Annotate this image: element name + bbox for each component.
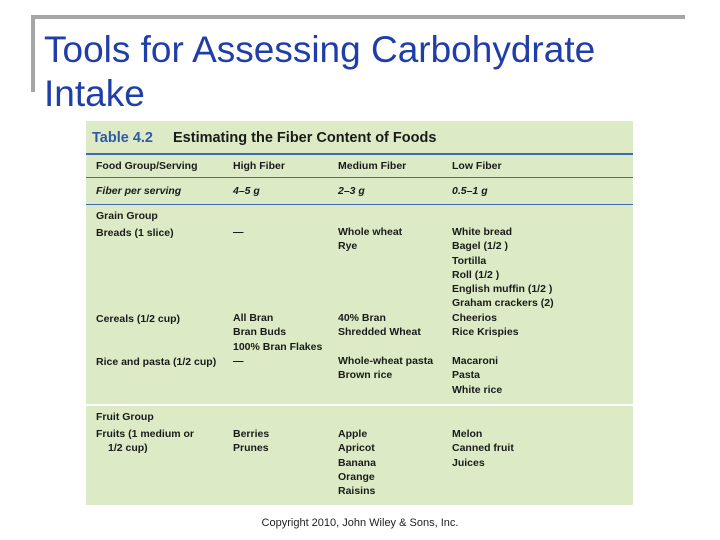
list-item: Orange: [338, 470, 375, 483]
list-item: White bread: [452, 226, 513, 238]
breads-high: [233, 225, 244, 239]
rice-pasta-high: [233, 354, 244, 368]
list-item: 1/2 cup): [108, 442, 148, 455]
slide-title: Tools for Assessing Carbohydrate Intake: [44, 29, 596, 114]
list-item: Macaroni: [452, 355, 499, 367]
rice-pasta-low: [452, 354, 502, 397]
cereals-low: [452, 311, 519, 340]
list-item: Canned fruit: [452, 442, 514, 455]
fruits-low: [452, 427, 514, 470]
grain-group-title: Grain Group: [96, 210, 158, 222]
table-caption: [86, 121, 633, 155]
list-item: Berries: [233, 428, 270, 440]
header-high-fiber: High Fiber: [233, 160, 285, 172]
cereals-serving: Cereals (1/2 cup): [96, 313, 181, 325]
list-item: Whole-wheat pasta: [338, 355, 434, 367]
list-item: Banana: [338, 456, 376, 469]
list-item: 100% Bran Flakes: [233, 340, 323, 353]
list-item: 40% Bran: [338, 312, 386, 324]
list-item: All Bran: [233, 312, 274, 324]
header-food-group: Food Group/Serving: [96, 160, 198, 172]
breads-low: [452, 225, 554, 311]
fruits-medium: [338, 427, 376, 498]
header-low-fiber: Low Fiber: [452, 160, 502, 172]
slide-frame-left: [31, 15, 35, 92]
list-item: Apricot: [338, 442, 375, 455]
grain-group-section: [86, 205, 633, 404]
list-item: Apple: [338, 428, 368, 440]
fps-low: 0.5–1 g: [452, 185, 488, 197]
list-item: Prunes: [233, 442, 269, 455]
list-item: Tortilla: [452, 254, 487, 267]
fruit-group-section: [86, 406, 633, 505]
list-item: English muffin (1/2 ): [452, 283, 553, 296]
rice-pasta-serving: Rice and pasta (1/2 cup): [96, 356, 217, 368]
cereals-high: [233, 311, 322, 354]
list-item: Bran Buds: [233, 326, 287, 339]
rice-pasta-medium: [338, 354, 433, 383]
list-item: White rice: [452, 383, 503, 396]
list-item: Whole wheat: [338, 226, 403, 238]
header-row: [86, 155, 633, 178]
list-item: Fruits (1 medium or: [96, 428, 195, 440]
list-item: Brown rice: [338, 369, 393, 382]
list-item: Cheerios: [452, 312, 497, 324]
breads-serving: Breads (1 slice): [96, 227, 174, 239]
fiber-per-serving-row: [86, 178, 633, 205]
breads-medium: [338, 225, 402, 254]
slide-frame-top: [31, 15, 685, 19]
table-number: Table 4.2: [92, 130, 153, 146]
fruits-serving: [96, 427, 194, 456]
list-item: Graham crackers (2): [452, 297, 554, 310]
list-item: Rye: [338, 240, 358, 253]
fruit-group-title: Fruit Group: [96, 411, 154, 423]
list-item: Shredded Wheat: [338, 326, 421, 339]
list-item: —: [233, 355, 244, 367]
list-item: —: [233, 226, 244, 238]
fps-high: 4–5 g: [233, 185, 260, 197]
cereals-medium: [338, 311, 421, 340]
copyright-notice: Copyright 2010, John Wiley & Sons, Inc.: [261, 517, 459, 529]
fps-label: Fiber per serving: [96, 185, 182, 197]
table-title: Estimating the Fiber Content of Foods: [173, 130, 437, 146]
fiber-table: [86, 121, 633, 505]
list-item: Pasta: [452, 369, 481, 382]
list-item: Raisins: [338, 485, 376, 498]
list-item: Melon: [452, 428, 483, 440]
fruits-high: [233, 427, 269, 456]
fps-medium: 2–3 g: [338, 185, 365, 197]
header-medium-fiber: Medium Fiber: [338, 160, 407, 172]
list-item: Bagel (1/2 ): [452, 240, 509, 253]
list-item: Roll (1/2 ): [452, 268, 500, 281]
list-item: Juices: [452, 456, 485, 469]
list-item: Rice Krispies: [452, 326, 519, 339]
